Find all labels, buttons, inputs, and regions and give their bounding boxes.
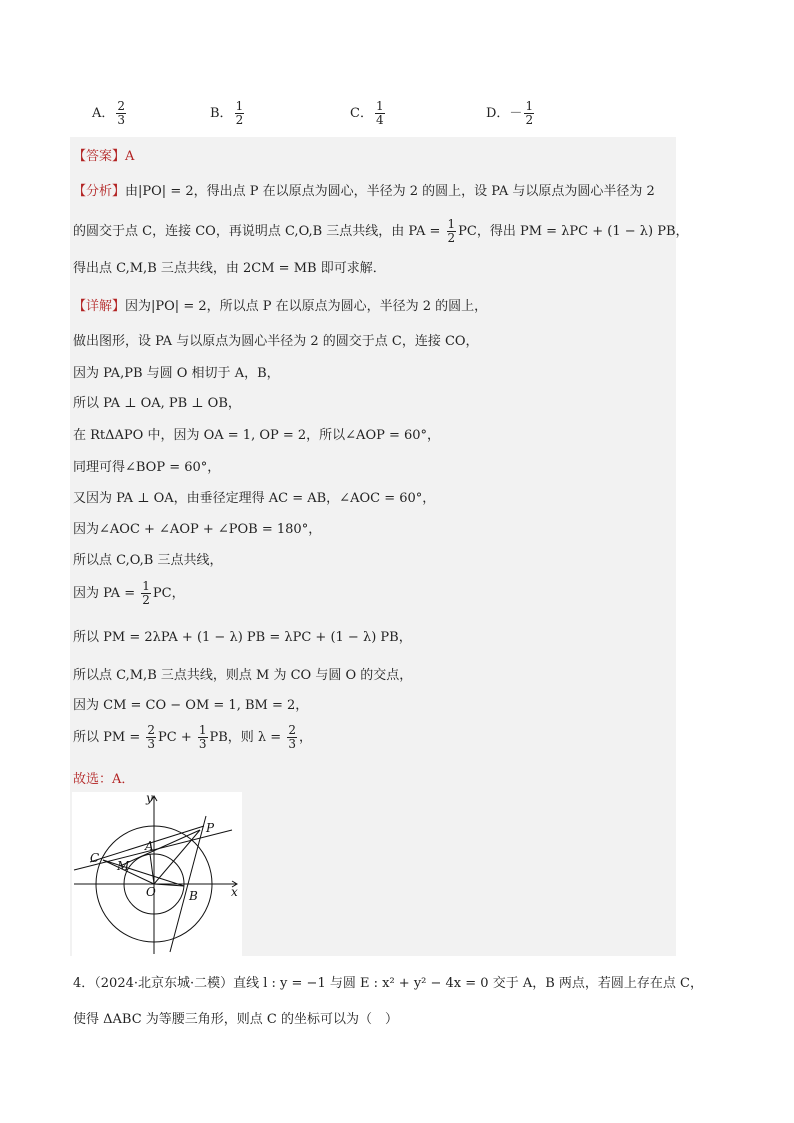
- detail-fraction-two-thirds: $\frac{2}{3}$: [147, 723, 155, 751]
- label-a: A: [145, 839, 154, 853]
- detail-line-3: 因为 PA,PB 与圆 O 相切于 A，B，: [73, 366, 280, 381]
- label-o: O: [146, 885, 156, 899]
- label-m: M: [117, 859, 130, 873]
- detail-line-1: [73, 295, 487, 314]
- detail-text-1: 因为|PO| = 2，所以点 P 在以原点为圆心，半径为 2 的圆上，: [125, 299, 488, 314]
- detail-text-14d: ，: [298, 730, 312, 745]
- detail-line-13: 因为 CM = CO − OM = 1, BM = 2，: [73, 698, 309, 713]
- option-d-fraction: $\frac{1}{2}$: [525, 99, 534, 127]
- option-b: [210, 100, 246, 127]
- option-d: [486, 100, 536, 127]
- option-a-fraction: $\frac{2}{3}$: [117, 99, 126, 127]
- answer-value: A: [125, 149, 135, 164]
- analysis-text-2a: 的圆交于点 C，连接 CO，再说明点 C,O,B 三点共线，由 PA =: [73, 224, 445, 239]
- option-b-fraction: $\frac{1}{2}$: [235, 99, 244, 127]
- detail-text-14a: 所以 PM =: [73, 730, 145, 745]
- geometry-figure: [72, 792, 242, 956]
- label-p: P: [206, 821, 215, 835]
- detail-fraction-one-third: $\frac{1}{3}$: [198, 723, 207, 751]
- option-a: [92, 100, 128, 127]
- detail-text-10a: 因为 PA =: [73, 586, 140, 601]
- detail-text-10b: PC，: [152, 586, 185, 601]
- detail-line-2: 做出图形，设 PA 与以原点为圆心半径为 2 的圆交于点 C，连接 CO，: [73, 334, 479, 349]
- question-4-line-1: 4．（2024·北京东城·二模）直线 l : y = −1 与圆 E : x² + y² − 4x = 0 交于 A，B 两点，若圆上存在点 C，: [73, 976, 703, 991]
- analysis-tag: 【分析】: [73, 184, 126, 199]
- detail-fraction-lambda: $\frac{2}{3}$: [288, 723, 296, 751]
- segment-o-p: [154, 830, 200, 884]
- label-y: y: [146, 792, 153, 805]
- analysis-text-3: 得出点 C,M,B 三点共线，由 2CM = MB 即可求解．: [73, 261, 386, 276]
- label-c: C: [90, 851, 100, 865]
- question-4-line-2: 使得 ΔABC 为等腰三角形，则点 C 的坐标可以为（ ）: [73, 1012, 398, 1027]
- detail-line-4: 所以 PA ⊥ OA, PB ⊥ OB，: [73, 396, 241, 411]
- label-x: x: [231, 885, 238, 899]
- analysis-line-1: [73, 180, 655, 199]
- option-c: [350, 100, 387, 127]
- detail-text-14c: PB，则 λ =: [209, 730, 286, 745]
- detail-line-11: 所以 PM = 2λPA + (1 − λ) PB = λPC + (1 − λ) PB，: [73, 630, 412, 645]
- analysis-text-1: 由|PO| = 2，得出点 P 在以原点为圆心，半径为 2 的圆上，设 PA 与以原点为圆心半径为 2: [125, 184, 655, 199]
- detail-fraction-half: $\frac{1}{2}$: [142, 579, 150, 607]
- detail-line-9: 所以点 C,O,B 三点共线，: [73, 553, 223, 568]
- option-b-label: B．: [210, 106, 233, 121]
- detail-line-12: 所以点 C,M,B 三点共线，则点 M 为 CO 与圆 O 的交点，: [73, 668, 413, 683]
- option-a-label: A．: [92, 106, 115, 121]
- analysis-line-3: [73, 257, 386, 276]
- segment-c-b: [103, 860, 184, 886]
- analysis-text-2b: PC，得出 PM = λPC + (1 − λ) PB，: [458, 224, 689, 239]
- analysis-line-2: [73, 218, 689, 245]
- segment-o-a: [150, 854, 154, 884]
- option-d-label: D．－: [486, 106, 523, 121]
- segment-m-p: [120, 830, 200, 866]
- answer-line: [73, 145, 134, 164]
- detail-tag: 【详解】: [73, 299, 126, 314]
- detail-line-6: 同理可得∠BOP = 60°，: [73, 460, 221, 475]
- analysis-fraction-half: $\frac{1}{2}$: [447, 217, 456, 245]
- label-b: B: [189, 889, 198, 903]
- detail-line-10: [73, 580, 185, 607]
- option-c-label: C．: [350, 106, 373, 121]
- detail-line-5: 在 RtΔAPO 中，因为 OA = 1, OP = 2，所以∠AOP = 60°，: [73, 428, 441, 443]
- detail-line-7: 又因为 PA ⊥ OA，由垂径定理得 AC = AB，∠AOC = 60°，: [73, 491, 436, 506]
- detail-line-8: 因为∠AOC + ∠AOP + ∠POB = 180°，: [73, 522, 322, 537]
- detail-line-15: 故选：A．: [73, 772, 135, 787]
- answer-tag: 【答案】: [73, 149, 126, 164]
- option-c-fraction: $\frac{1}{4}$: [375, 99, 384, 127]
- geometry-svg: [72, 792, 242, 956]
- detail-line-14: [73, 724, 312, 751]
- detail-text-14b: PC +: [158, 730, 196, 745]
